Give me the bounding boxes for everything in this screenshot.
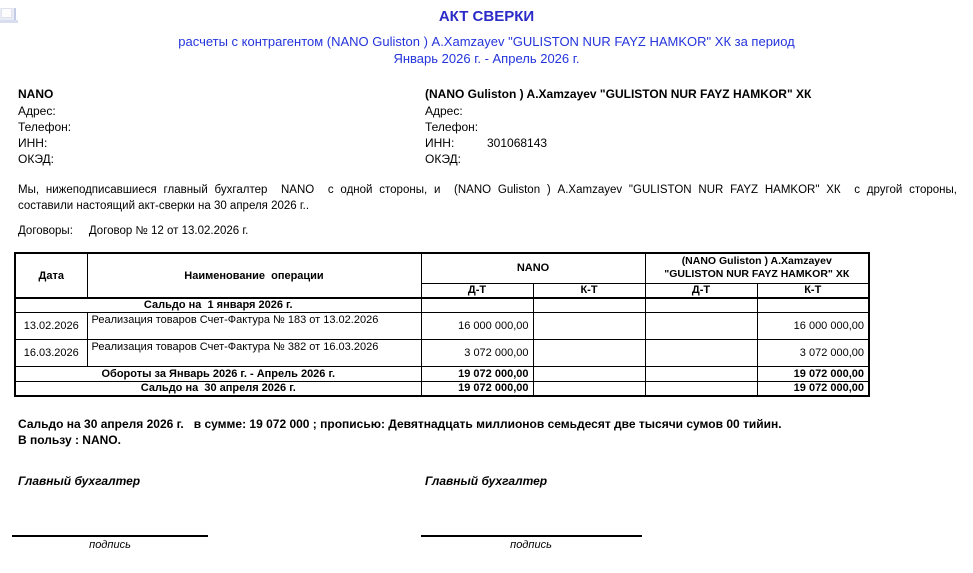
- reconciliation-table: [14, 252, 870, 397]
- parties-section: [18, 87, 958, 168]
- preamble-line1: Мы, нижеподписавшиеся главный бухгалтер NANO с одной стороны, и (NANO Guliston ) A.Xamzayev "GULISTON NUR FAYZ HAMKOR" ХК с другой стороны,: [18, 184, 957, 196]
- party-left-phone-row: [18, 120, 425, 136]
- op1-nano-debit: 16 000 000,00: [421, 312, 533, 339]
- op2-nano-debit: 3 072 000,00: [421, 339, 533, 366]
- table-row-operation-2: [15, 339, 869, 366]
- phone-value: [80, 120, 425, 136]
- oked-label: ОКЭД:: [425, 152, 462, 166]
- party-right-inn-row: [425, 136, 958, 152]
- preamble-line2: составили настоящий акт-сверки на 30 апреля 2026 г..: [18, 200, 310, 212]
- op2-nano-credit: [533, 339, 645, 366]
- party-right: [425, 87, 958, 168]
- summary-line1: Сальдо на 30 апреля 2026 г. в сумме: 19 072 000 ; прописью: Девятнадцать миллионов семьдесят две тысячи сумов 00 тийин.: [18, 417, 782, 431]
- op2-date: 16.03.2026: [15, 339, 87, 366]
- summary-line2: В пользу : NANO.: [18, 432, 121, 447]
- op1-nano-credit: [533, 312, 645, 339]
- opening-partner-debit: [645, 298, 757, 312]
- signature-caption-right: подпись: [510, 539, 552, 551]
- closing-balance-label: Сальдо на 30 апреля 2026 г.: [15, 381, 421, 396]
- opening-nano-credit: [533, 298, 645, 312]
- op1-partner-debit: [645, 312, 757, 339]
- turnover-partner-debit: [645, 366, 757, 381]
- header-right-party-line1: (NANO Guliston ) A.Xamzayev: [681, 255, 832, 268]
- op2-partner-debit: [645, 339, 757, 366]
- party-left-name: NANO: [18, 87, 54, 101]
- closing-nano-debit: 19 072 000,00: [421, 381, 533, 396]
- inn-value: [80, 136, 425, 152]
- party-right-name: (NANO Guliston ) A.Xamzayev "GULISTON NUR FAYZ HAMKOR" ХК: [425, 87, 812, 101]
- chief-accountant-left-label: Главный бухгалтер: [18, 474, 141, 488]
- oked-value: [80, 152, 425, 168]
- contracts-value: Договор № 12 от 13.02.2026 г.: [88, 225, 249, 237]
- header-partner-debit: Д-Т: [645, 283, 757, 298]
- closing-nano-credit: [533, 381, 645, 396]
- contracts-label: Договоры:: [18, 225, 73, 237]
- report-subtitle-line2: Январь 2026 г. - Апрель 2026 г.: [393, 51, 580, 66]
- party-left: [18, 87, 425, 168]
- op2-partner-credit: 3 072 000,00: [757, 339, 869, 366]
- turnover-nano-credit: [533, 366, 645, 381]
- corner-fragment-box: [0, 8, 16, 20]
- party-right-phone-row: [425, 120, 958, 136]
- header-right-party-line2: "GULISTON NUR FAYZ HAMKOR" ХК: [664, 268, 850, 281]
- op2-description: Реализация товаров Счет-Фактура № 382 от 16.03.2026: [87, 339, 421, 366]
- op1-description: Реализация товаров Счет-Фактура № 183 от 13.02.2026: [87, 312, 421, 339]
- party-right-address-row: [425, 104, 958, 120]
- header-right-party: [645, 253, 869, 283]
- address-label: Адрес:: [18, 104, 56, 118]
- inn-label: ИНН:: [18, 136, 48, 150]
- report-title: АКТ СВЕРКИ: [438, 8, 535, 25]
- corner-fragment-strip: [0, 20, 18, 23]
- table-row-closing-balance: [15, 381, 869, 396]
- party-left-inn-row: [18, 136, 425, 152]
- summary-section: [18, 417, 973, 448]
- address-value: [487, 104, 958, 120]
- corner-fragment-inner: [1, 8, 12, 18]
- phone-value: [487, 120, 958, 136]
- table-header-row: [15, 253, 869, 283]
- inn-label: ИНН:: [425, 136, 455, 150]
- op1-date: 13.02.2026: [15, 312, 87, 339]
- inn-value: 301068143: [487, 136, 548, 150]
- closing-partner-debit: [645, 381, 757, 396]
- opening-partner-credit: [757, 298, 869, 312]
- preamble: [18, 182, 957, 214]
- signature-captions: [0, 537, 973, 553]
- header-left-party: NANO: [421, 253, 645, 283]
- chief-accountant-right-label: Главный бухгалтер: [425, 474, 548, 488]
- contracts-line: [18, 225, 973, 240]
- phone-label: Телефон:: [18, 120, 72, 134]
- address-value: [80, 104, 425, 120]
- party-left-oked-row: [18, 152, 425, 168]
- table-row-operation-1: [15, 312, 869, 339]
- oked-label: ОКЭД:: [18, 152, 55, 166]
- header-partner-credit: К-Т: [757, 283, 869, 298]
- header-operation: Наименование операции: [87, 253, 421, 298]
- party-left-address-row: [18, 104, 425, 120]
- report-subtitle-line1: расчеты с контрагентом (NANO Guliston ) A.Xamzayev "GULISTON NUR FAYZ HAMKOR" ХК за период: [178, 34, 795, 49]
- party-right-oked-row: [425, 152, 958, 168]
- oked-value: [487, 152, 958, 168]
- opening-nano-debit: [421, 298, 533, 312]
- op1-partner-credit: 16 000 000,00: [757, 312, 869, 339]
- turnover-partner-credit: 19 072 000,00: [757, 366, 869, 381]
- closing-partner-credit: 19 072 000,00: [757, 381, 869, 396]
- turnover-nano-debit: 19 072 000,00: [421, 366, 533, 381]
- opening-balance-label: Сальдо на 1 января 2026 г.: [15, 298, 421, 312]
- phone-label: Телефон:: [425, 120, 479, 134]
- signature-caption-left: подпись: [89, 539, 131, 551]
- turnover-label: Обороты за Январь 2026 г. - Апрель 2026 г.: [15, 366, 421, 381]
- header-date: Дата: [15, 253, 87, 298]
- table-row-opening-balance: [15, 298, 869, 312]
- header-nano-debit: Д-Т: [421, 283, 533, 298]
- table-row-turnover: [15, 366, 869, 381]
- address-label: Адрес:: [425, 104, 463, 118]
- header-nano-credit: К-Т: [533, 283, 645, 298]
- signature-titles: [18, 474, 973, 489]
